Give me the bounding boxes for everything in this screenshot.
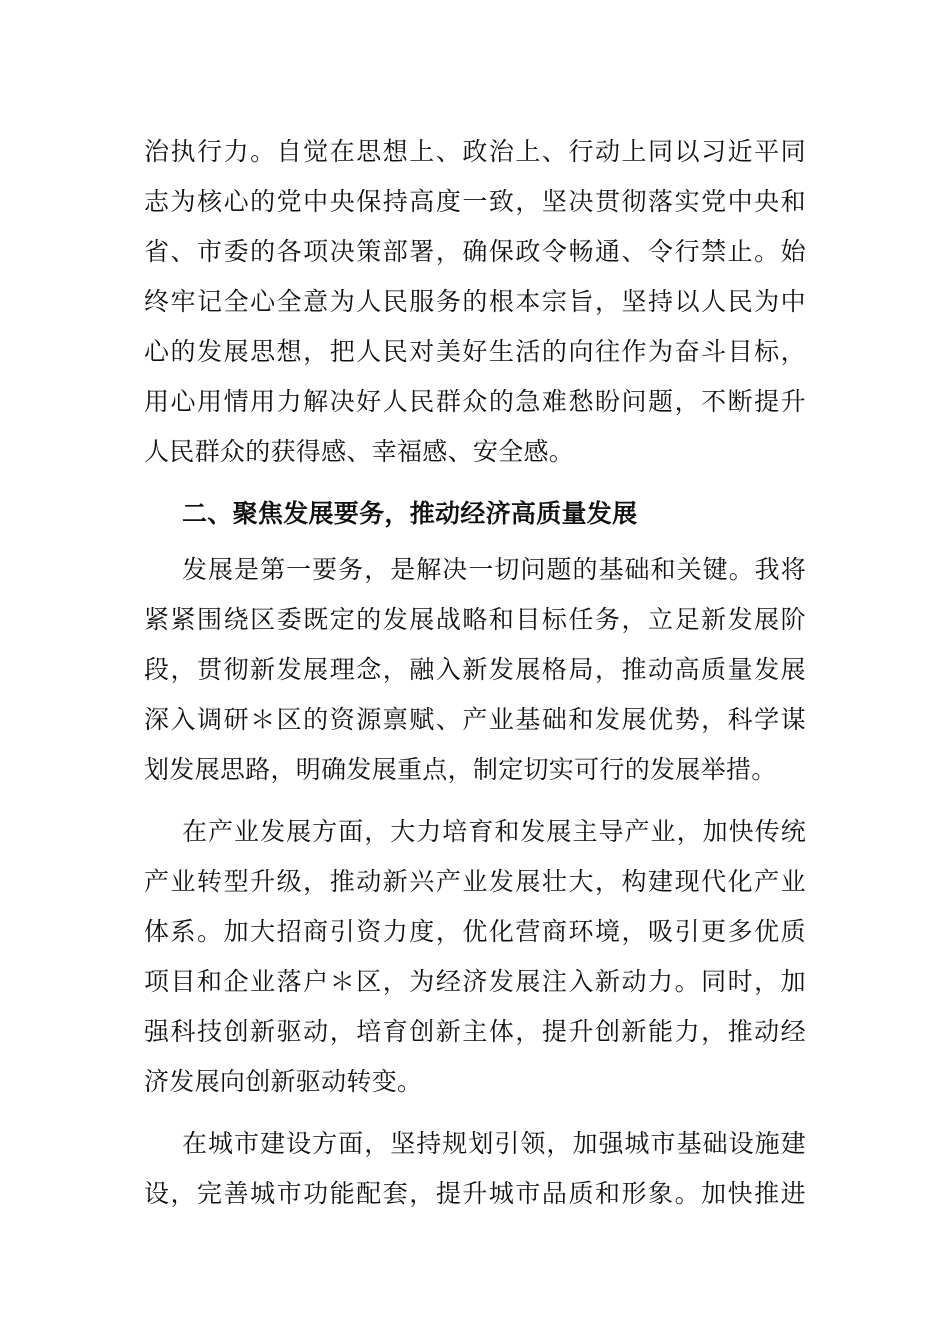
paragraph-urban-construction xyxy=(144,1119,806,1219)
text-line: 深入调研＊区的资源禀赋、产业基础和发展优势，科学谋 xyxy=(144,705,806,734)
text-line: 在产业发展方面，大力培育和发展主导产业，加快传统 xyxy=(182,817,806,846)
text-line: 产业转型升级，推动新兴产业发展壮大，构建现代化产业 xyxy=(144,867,806,896)
heading-text: 二、聚焦发展要务，推动经济高质量发展 xyxy=(182,499,638,528)
text-line: 终牢记全心全意为人民服务的根本宗旨，坚持以人民为中 xyxy=(144,287,806,316)
paragraph-political-stance xyxy=(144,127,806,477)
text-line: 济发展向创新驱动转变。 xyxy=(144,1067,423,1096)
text-line: 在城市建设方面，坚持规划引领，加强城市基础设施建 xyxy=(182,1129,806,1158)
paragraph-development-priority xyxy=(144,545,806,795)
text-line: 设，完善城市功能配套，提升城市品质和形象。加快推进 xyxy=(144,1179,806,1208)
text-line: 划发展思路，明确发展重点，制定切实可行的发展举措。 xyxy=(144,755,777,784)
text-line: 项目和企业落户＊区，为经济发展注入新动力。同时，加 xyxy=(144,967,806,996)
paragraph-industry-development xyxy=(144,807,806,1107)
text-line: 人民群众的获得感、幸福感、安全感。 xyxy=(144,437,575,466)
text-line: 强科技创新驱动，培育创新主体，提升创新能力，推动经 xyxy=(144,1017,806,1046)
section-heading xyxy=(144,489,806,539)
text-line: 治执行力。自觉在思想上、政治上、行动上同以习近平同 xyxy=(144,137,806,166)
text-line: 志为核心的党中央保持高度一致，坚决贯彻落实党中央和 xyxy=(144,187,806,216)
text-line: 心的发展思想，把人民对美好生活的向往作为奋斗目标， xyxy=(144,337,806,366)
text-line: 体系。加大招商引资力度，优化营商环境，吸引更多优质 xyxy=(144,917,806,946)
document-body xyxy=(144,127,806,1219)
text-line: 段，贯彻新发展理念，融入新发展格局，推动高质量发展 xyxy=(144,655,806,684)
text-line: 紧紧围绕区委既定的发展战略和目标任务，立足新发展阶 xyxy=(144,605,806,634)
text-line: 发展是第一要务，是解决一切问题的基础和关键。我将 xyxy=(182,555,806,584)
text-line: 用心用情用力解决好人民群众的急难愁盼问题，不断提升 xyxy=(144,387,806,416)
text-line: 省、市委的各项决策部署，确保政令畅通、令行禁止。始 xyxy=(144,237,806,266)
